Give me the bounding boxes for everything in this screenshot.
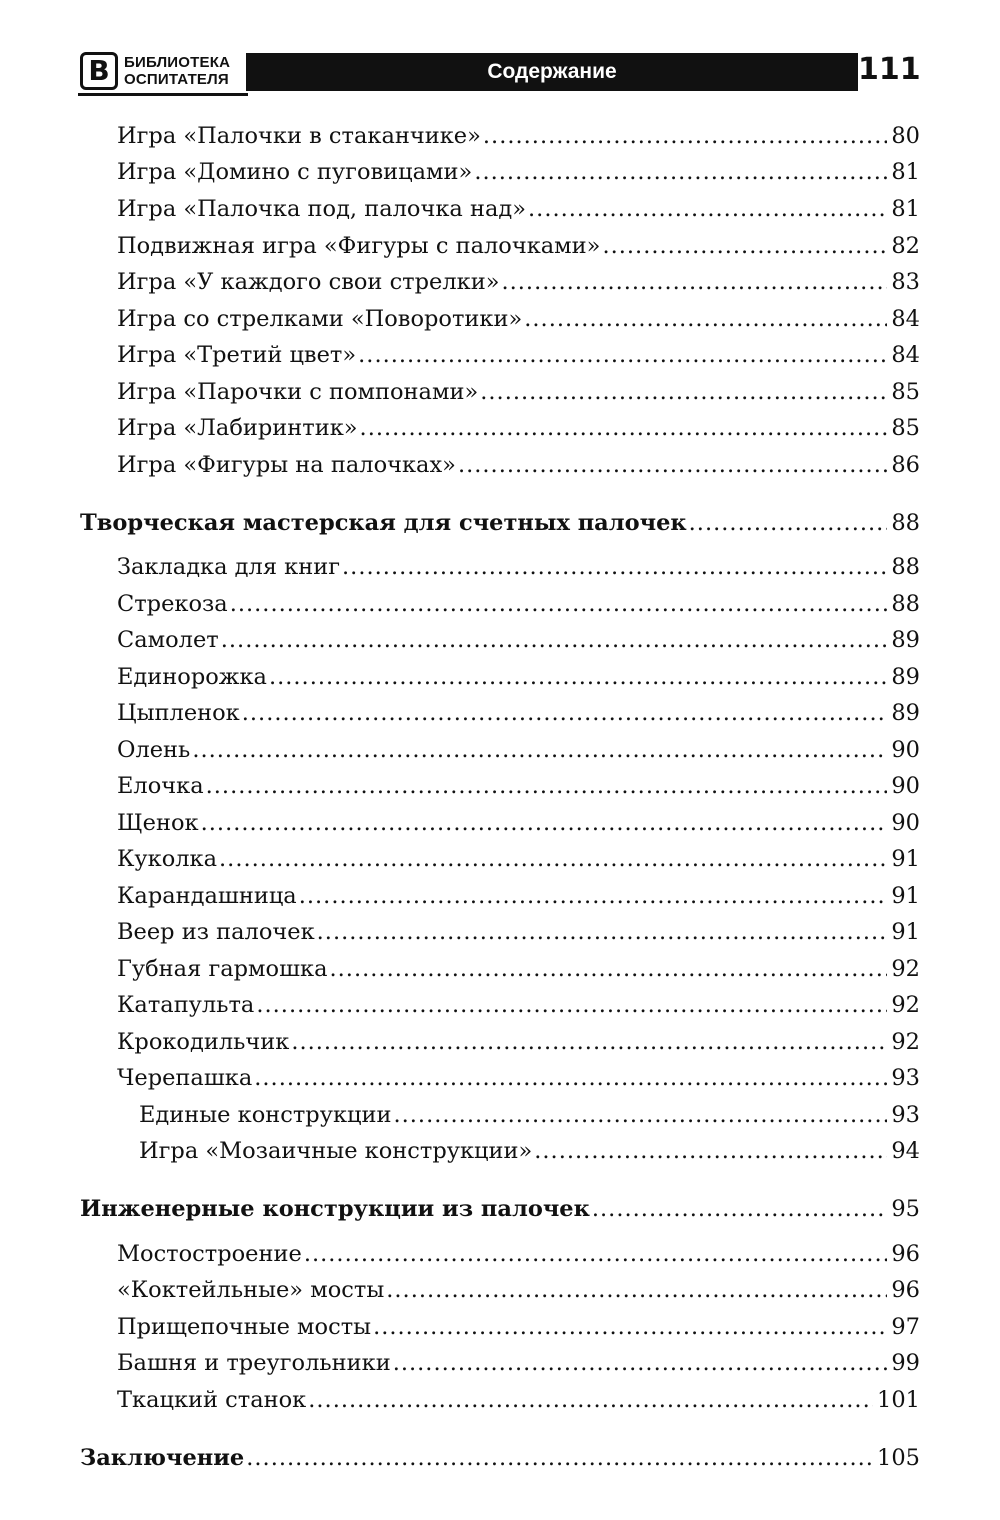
toc-entry-title: Единые конструкции bbox=[139, 1102, 392, 1128]
toc-entry-page: 97 bbox=[891, 1314, 920, 1340]
toc-entry-title: Игра «Парочки с помпонами» bbox=[117, 379, 479, 405]
toc-entry bbox=[117, 192, 920, 226]
toc-entry bbox=[117, 915, 920, 949]
toc-entry-page: 82 bbox=[891, 233, 920, 259]
toc-entry-title: Карандашница bbox=[117, 883, 297, 909]
dot-leader bbox=[602, 229, 887, 263]
toc-entry-page: 91 bbox=[891, 883, 920, 909]
toc-entry bbox=[117, 806, 920, 840]
toc-entry bbox=[117, 1061, 920, 1095]
toc-entry-page: 90 bbox=[891, 773, 920, 799]
toc-entry-title: Игра «Домино с пуговицами» bbox=[117, 159, 473, 185]
toc-entry bbox=[139, 1134, 920, 1168]
toc-entry-title: Игра «Палочки в стаканчике» bbox=[117, 123, 481, 149]
toc-entry-title: Олень bbox=[117, 737, 191, 763]
toc-entry bbox=[117, 155, 920, 189]
toc-section-entry bbox=[80, 1441, 920, 1475]
toc-entry-page: 86 bbox=[891, 452, 920, 478]
toc-entry-page: 93 bbox=[891, 1065, 920, 1091]
dot-leader bbox=[256, 988, 887, 1022]
toc-entry-title: Игра «Третий цвет» bbox=[117, 342, 357, 368]
dot-leader bbox=[330, 952, 888, 986]
dot-leader bbox=[291, 1025, 887, 1059]
dot-leader bbox=[483, 119, 887, 153]
toc-entry-page: 83 bbox=[891, 269, 920, 295]
toc-entry bbox=[117, 769, 920, 803]
toc-entry-page: 88 bbox=[891, 554, 920, 580]
toc-entry bbox=[117, 952, 920, 986]
toc-entry bbox=[117, 302, 920, 336]
toc-entry-title: Игра «Палочка под, палочка над» bbox=[117, 196, 527, 222]
toc-section-entry bbox=[80, 1192, 920, 1226]
toc-entry-page: 92 bbox=[891, 956, 920, 982]
toc-entry bbox=[117, 879, 920, 913]
toc-entry-title: Единорожка bbox=[117, 664, 267, 690]
toc-entry-title: Башня и треугольники bbox=[117, 1350, 391, 1376]
dot-leader bbox=[206, 769, 888, 803]
toc-entry bbox=[117, 733, 920, 767]
dot-leader bbox=[242, 696, 888, 730]
toc-entry-page: 95 bbox=[891, 1196, 920, 1222]
dot-leader bbox=[393, 1346, 888, 1380]
toc-entry-title: Игра «У каждого свои стрелки» bbox=[117, 269, 500, 295]
toc-entry-title: Игра со стрелками «Поворотики» bbox=[117, 306, 523, 332]
toc-entry-page: 84 bbox=[891, 342, 920, 368]
toc-entry-title: Куколка bbox=[117, 846, 218, 872]
toc-entry-title: Инженерные конструкции из палочек bbox=[80, 1196, 590, 1222]
toc-entry bbox=[117, 550, 920, 584]
toc-entry bbox=[117, 119, 920, 153]
page-number: 111 bbox=[858, 52, 921, 87]
toc-entry-page: 89 bbox=[891, 627, 920, 653]
toc-entry bbox=[117, 623, 920, 657]
toc-entry bbox=[117, 1346, 920, 1380]
toc-entry-page: 101 bbox=[877, 1387, 920, 1413]
dot-leader bbox=[358, 338, 887, 372]
dot-leader bbox=[308, 1383, 873, 1417]
toc-entry-title: Елочка bbox=[117, 773, 204, 799]
toc-entry bbox=[117, 375, 920, 409]
toc-entry bbox=[117, 1273, 920, 1307]
toc-entry bbox=[117, 265, 920, 299]
toc-entry-title: Подвижная игра «Фигуры с палочками» bbox=[117, 233, 601, 259]
toc-entry-page: 91 bbox=[891, 919, 920, 945]
dot-leader bbox=[501, 265, 887, 299]
toc-section-entry bbox=[80, 506, 920, 540]
toc-entry-page: 92 bbox=[891, 992, 920, 1018]
toc-entry-title: Черепашка bbox=[117, 1065, 253, 1091]
toc-entry-title: Катапульта bbox=[117, 992, 255, 1018]
toc-entry bbox=[117, 1383, 920, 1417]
toc-entry-title: Крокодильчик bbox=[117, 1029, 290, 1055]
dot-leader bbox=[360, 411, 888, 445]
dot-leader bbox=[592, 1192, 887, 1226]
toc-entry-title: Творческая мастерская для счетных палочек bbox=[80, 510, 687, 536]
dot-leader bbox=[386, 1273, 887, 1307]
series-logo bbox=[78, 48, 248, 96]
dot-leader bbox=[299, 879, 888, 913]
section-title: Содержание bbox=[487, 60, 617, 83]
toc-entry-page: 105 bbox=[877, 1445, 920, 1471]
dot-leader bbox=[393, 1098, 887, 1132]
toc-entry-page: 84 bbox=[891, 306, 920, 332]
toc-entry-title: Цыпленок bbox=[117, 700, 240, 726]
dot-leader bbox=[269, 660, 887, 694]
dot-leader bbox=[192, 733, 887, 767]
toc-entry-title: Ткацкий станок bbox=[117, 1387, 307, 1413]
dot-leader bbox=[230, 587, 888, 621]
toc-entry bbox=[117, 696, 920, 730]
toc-entry-page: 94 bbox=[891, 1138, 920, 1164]
toc-entry-page: 90 bbox=[891, 810, 920, 836]
dot-leader bbox=[689, 506, 888, 540]
toc-entry bbox=[117, 229, 920, 263]
toc-entry-page: 80 bbox=[891, 123, 920, 149]
toc-entry-title: Закладка для книг bbox=[117, 554, 341, 580]
toc-entry-page: 96 bbox=[891, 1277, 920, 1303]
toc-entry-page: 93 bbox=[891, 1102, 920, 1128]
toc-entry bbox=[117, 1310, 920, 1344]
toc-entry-page: 89 bbox=[891, 664, 920, 690]
toc-entry bbox=[117, 411, 920, 445]
toc-entry-title: Игра «Фигуры на палочках» bbox=[117, 452, 456, 478]
toc-entry-title: Губная гармошка bbox=[117, 956, 328, 982]
toc-entry-page: 85 bbox=[891, 379, 920, 405]
toc-entry-page: 96 bbox=[891, 1241, 920, 1267]
toc-entry-title: Прищепочные мосты bbox=[117, 1314, 372, 1340]
toc-entry-page: 99 bbox=[891, 1350, 920, 1376]
dot-leader bbox=[254, 1061, 887, 1095]
toc-entry bbox=[117, 338, 920, 372]
toc-entry-title: «Коктейльные» мосты bbox=[117, 1277, 385, 1303]
dot-leader bbox=[480, 375, 887, 409]
dot-leader bbox=[474, 155, 887, 189]
toc-entry-page: 91 bbox=[891, 846, 920, 872]
logo-letter: В bbox=[80, 52, 118, 90]
toc-entry-title: Веер из палочек bbox=[117, 919, 315, 945]
dot-leader bbox=[458, 448, 887, 482]
toc-entry-title: Игра «Лабиринтик» bbox=[117, 415, 358, 441]
dot-leader bbox=[524, 302, 887, 336]
toc-entry-page: 89 bbox=[891, 700, 920, 726]
toc-entry-page: 88 bbox=[891, 510, 920, 536]
dot-leader bbox=[304, 1237, 888, 1271]
toc-entry-page: 88 bbox=[891, 591, 920, 617]
page-header bbox=[78, 48, 920, 96]
toc-entry-page: 85 bbox=[891, 415, 920, 441]
dot-leader bbox=[317, 915, 888, 949]
dot-leader bbox=[534, 1134, 887, 1168]
section-title-bar bbox=[246, 53, 858, 91]
dot-leader bbox=[219, 842, 887, 876]
toc-entry-title: Стрекоза bbox=[117, 591, 228, 617]
dot-leader bbox=[373, 1310, 887, 1344]
toc-entry-title: Щенок bbox=[117, 810, 199, 836]
toc-entry bbox=[117, 988, 920, 1022]
toc-entry bbox=[117, 448, 920, 482]
toc-entry bbox=[117, 587, 920, 621]
toc-entry bbox=[117, 660, 920, 694]
dot-leader bbox=[201, 806, 888, 840]
toc-entry-title: Заключение bbox=[80, 1445, 245, 1471]
logo-line-1: БИБЛИОТЕКА bbox=[124, 54, 231, 71]
toc-entry bbox=[117, 842, 920, 876]
toc-entry-title: Самолет bbox=[117, 627, 219, 653]
dot-leader bbox=[528, 192, 887, 226]
dot-leader bbox=[221, 623, 888, 657]
toc-entry-page: 81 bbox=[891, 159, 920, 185]
dot-leader bbox=[342, 550, 887, 584]
toc-entry bbox=[139, 1098, 920, 1132]
toc-entry bbox=[117, 1237, 920, 1271]
dot-leader bbox=[246, 1441, 873, 1475]
toc-entry-page: 92 bbox=[891, 1029, 920, 1055]
toc-entry-page: 90 bbox=[891, 737, 920, 763]
toc-entry-page: 81 bbox=[891, 196, 920, 222]
toc-entry-title: Игра «Мозаичные конструкции» bbox=[139, 1138, 533, 1164]
toc-entry bbox=[117, 1025, 920, 1059]
logo-line-2: ОСПИТАТЕЛЯ bbox=[124, 71, 229, 88]
toc-entry-title: Мостостроение bbox=[117, 1241, 302, 1267]
